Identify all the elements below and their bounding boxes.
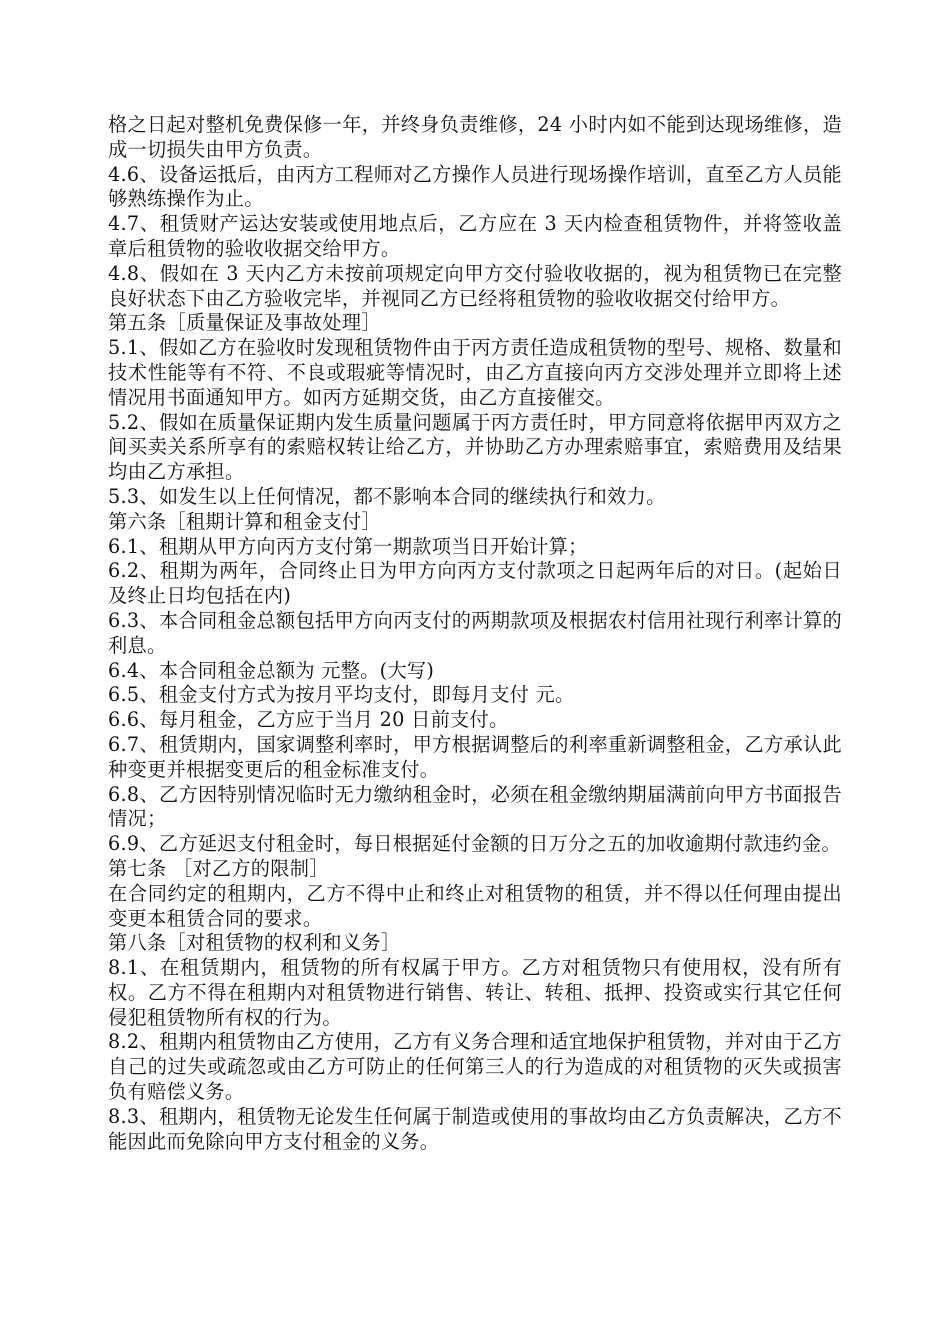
paragraph-5-3: 5.3、如发生以上任何情况，都不影响本合同的继续执行和效力。 — [108, 484, 666, 508]
paragraph-5-1: 5.1、假如乙方在验收时发现租赁物件由于丙方责任造成租赁物的型号、规格、数量和技术性能等有不符、不良或瑕疵等情况时，由乙方直接向丙方交涉处理并立即将上述情况用书面通知甲方。如丙方延期交货，由乙方直接催交。 — [108, 336, 842, 409]
article-5-heading: 第五条［质量保证及事故处理］ — [108, 311, 381, 335]
paragraph-4-7: 4.7、租赁财产运达安装或使用地点后，乙方应在 3 天内检查租赁物件，并将签收盖章后租赁物的验收收据交给甲方。 — [108, 212, 842, 260]
paragraph-5-2: 5.2、假如在质量保证期内发生质量问题属于丙方责任时，甲方同意将依据甲丙双方之间买卖关系所享有的索赔权转让给乙方，并协助乙方办理索赔事宜，索赔费用及结果均由乙方承担。 — [108, 410, 842, 484]
paragraph-6-4: 6.4、本合同租金总额为 元整。(大写) — [108, 658, 435, 682]
paragraph-6-6: 6.6、每月租金，乙方应于当月 20 日前支付。 — [108, 708, 509, 732]
article-7-heading: 第七条 ［对乙方的限制］ — [108, 856, 329, 880]
article-8-heading: 第八条［对租赁物的权利和义务］ — [108, 931, 401, 955]
paragraph-4-6: 4.6、设备运抵后，由丙方工程师对乙方操作人员进行现场操作培训，直至乙方人员能够熟练操作为止。 — [108, 162, 842, 211]
paragraph-6-5: 6.5、租金支付方式为按月平均支付，即每月支付 元。 — [108, 683, 575, 707]
paragraph-8-1: 8.1、在租赁期内，租赁物的所有权属于甲方。乙方对租赁物只有使用权，没有所有权。乙方不得在租期内对租赁物进行销售、转让、转租、抵押、投资或实行其它任何侵犯租赁物所有权的行为。 — [108, 956, 842, 1029]
paragraph-6-8: 6.8、乙方因特别情况临时无力缴纳租金时，必须在租金缴纳期届满前向甲方书面报告情况； — [108, 782, 842, 831]
article-6-heading: 第六条［租期计算和租金支付］ — [108, 509, 381, 533]
paragraph-6-1: 6.1、租期从甲方向丙方支付第一期款项当日开始计算； — [108, 534, 588, 558]
paragraph-6-2: 6.2、租期为两年，合同终止日为甲方向丙方支付款项之日起两年后的对日。(起始日及终止日均包括在内) — [108, 559, 842, 608]
document-page — [108, 113, 842, 1154]
paragraph-7-body: 在合同约定的租期内，乙方不得中止和终止对租赁物的租赁，并不得以任何理由提出变更本租赁合同的要求。 — [108, 881, 842, 930]
paragraph-6-7: 6.7、租赁期内，国家调整利率时，甲方根据调整后的利率重新调整租金，乙方承认此种变更并根据变更后的租金标准支付。 — [108, 732, 842, 781]
paragraph-6-9: 6.9、乙方延迟支付租金时，每日根据延付金额的日万分之五的加收逾期付款违约金。 — [108, 832, 841, 856]
paragraph-4-5-continuation: 格之日起对整机免费保修一年，并终身负责维修，24 小时内如不能到达现场维修，造成一切损失由甲方负责。 — [108, 113, 842, 161]
paragraph-8-3: 8.3、租期内，租赁物无论发生任何属于制造或使用的事故均由乙方负责解决，乙方不能因此而免除向甲方支付租金的义务。 — [108, 1104, 842, 1153]
paragraph-4-8: 4.8、假如在 3 天内乙方未按前项规定向甲方交付验收收据的，视为租赁物已在完整良好状态下由乙方验收完毕，并视同乙方已经将租赁物的验收收据交付给甲方。 — [108, 261, 842, 310]
paragraph-8-2: 8.2、租期内租赁物由乙方使用，乙方有义务合理和适宜地保护租赁物，并对由于乙方自己的过失或疏忽或由乙方可防止的任何第三人的行为造成的对租赁物的灭失或损害负有赔偿义务。 — [108, 1030, 842, 1104]
paragraph-6-3: 6.3、本合同租金总额包括甲方向丙支付的两期款项及根据农村信用社现行利率计算的利息。 — [108, 608, 842, 657]
